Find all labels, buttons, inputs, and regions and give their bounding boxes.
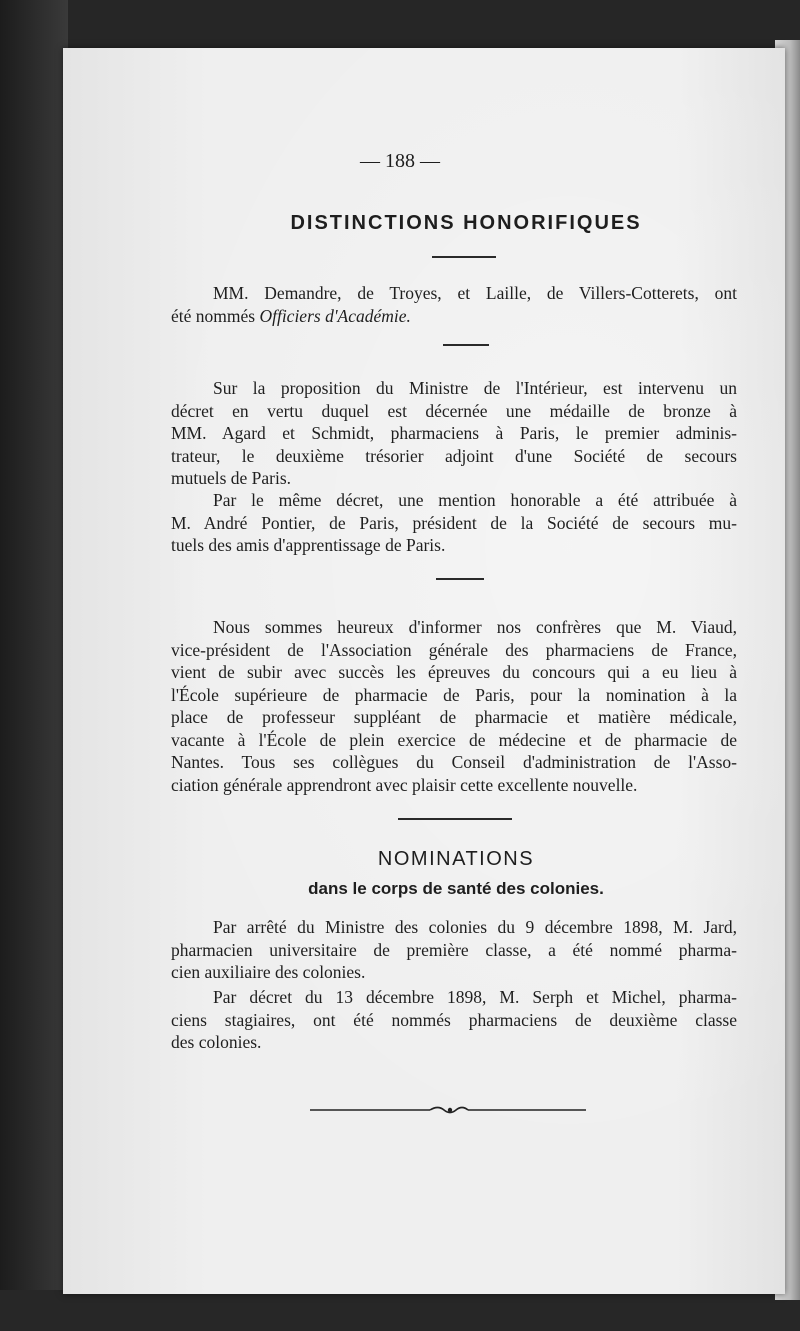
text-line: Nous sommes heureux d'informer nos confrères que M. Viaud,: [213, 617, 737, 637]
paragraph-serph-michel: [171, 986, 737, 1054]
text-line: Par le même décret, une mention honorable a été attribuée à: [213, 490, 737, 510]
text-line: vient de subir avec succès les épreuves du concours qui a eu lieu à: [171, 662, 737, 682]
paragraph-decret-medaille: [171, 377, 737, 490]
title-underline: [432, 256, 496, 258]
scan-backdrop-top: [0, 0, 800, 52]
text-line: vacante à l'École de plein exercice de médecine et de pharmacie de: [171, 729, 737, 750]
section-subtitle: dans le corps de santé des colonies.: [308, 879, 604, 898]
end-ornament-icon: [310, 1104, 586, 1116]
text-line: décret en vertu duquel est décernée une médaille de bronze à: [171, 400, 737, 421]
text-line: Par décret du 13 décembre 1898, M. Serph et Michel, pharma-: [213, 987, 737, 1007]
text-line: MM. Agard et Schmidt, pharmaciens à Paris, le premier adminis-: [171, 423, 737, 443]
text-line: Par arrêté du Ministre des colonies du 9 décembre 1898, M. Jard,: [213, 917, 737, 937]
text-line: Sur la proposition du Ministre de l'Intérieur, est intervenu un: [213, 378, 737, 398]
text-line: ciation générale apprendront avec plaisir cette excellente nouvelle.: [171, 774, 638, 795]
text-line: tuels des amis d'apprentissage de Paris.: [171, 535, 446, 555]
text-line: trateur, le deuxième trésorier adjoint d'une Société de secours: [171, 445, 737, 466]
section-divider: [398, 818, 512, 820]
text-line: cien auxiliaire des colonies.: [171, 962, 366, 982]
text-line: des colonies.: [171, 1032, 262, 1052]
section-divider: [443, 344, 489, 346]
paragraph-jard: [171, 916, 737, 984]
text-line-start: été nommés: [171, 305, 260, 326]
text-line: mutuels de Paris.: [171, 468, 292, 488]
text-line: Nantes. Tous ses collègues du Conseil d'administration de l'Asso-: [171, 752, 737, 772]
section-divider: [436, 578, 484, 580]
scan-backdrop-left: [0, 0, 68, 1331]
paragraph-mention-honorable: [171, 489, 737, 557]
officiers-academie-text: Officiers d'Académie.: [259, 305, 411, 326]
section-title-nominations: NOMINATIONS: [377, 848, 535, 870]
text-line: place de professeur suppléant de pharmacie et matière médicale,: [171, 707, 737, 727]
text-line: [171, 305, 737, 328]
text-line: l'École supérieure de pharmacie de Paris, pour la nomination à la: [171, 684, 737, 705]
text-line: vice-président de l'Association générale des pharmaciens de France,: [171, 639, 737, 660]
text-line: MM. Demandre, de Troyes, et Laille, de Villers-Cotterets, ont: [213, 283, 737, 303]
text-line: M. André Pontier, de Paris, président de la Société de secours mu-: [171, 512, 737, 533]
text-line: pharmacien universitaire de première classe, a été nommé pharma-: [171, 939, 737, 960]
scan-backdrop-bottom: [0, 1290, 800, 1331]
section-title-distinctions: DISTINCTIONS HONORIFIQUES: [290, 212, 642, 234]
paragraph-officiers: [171, 282, 737, 327]
paragraph-viaud: [171, 616, 737, 796]
page-number: — 188 —: [360, 150, 440, 172]
text-line: ciens stagiaires, ont été nommés pharmaciens de deuxième classe: [171, 1009, 737, 1030]
